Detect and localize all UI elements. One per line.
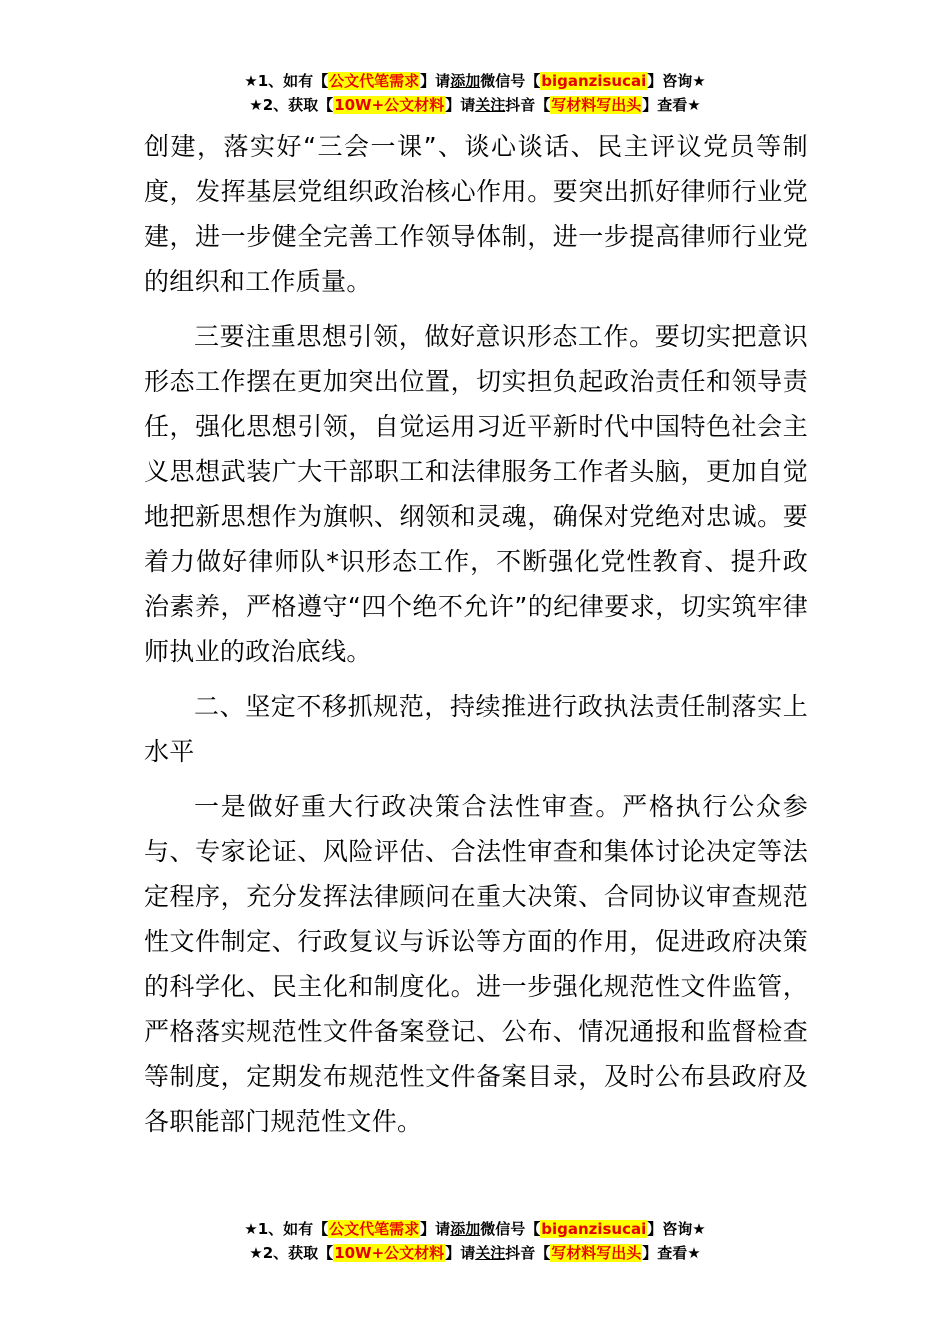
promo-wechat-id: biganzisucai xyxy=(541,1220,647,1238)
promo-emphasis: 关注 xyxy=(475,1244,506,1262)
promo-emphasis: 添加 xyxy=(450,1220,481,1238)
paragraph-continuation: 创建，落实好“三会一课”、谈心谈话、民主评议党员等制度，发挥基层党组织政治核心作用。要突出抓好律师行业党建，进一步健全完善工作领导体制，进一步提高律师行业党的组织和工作质量。 xyxy=(144,132,808,296)
promo-text: ★1、如有【 xyxy=(244,72,329,90)
footer-promo-banner xyxy=(0,1218,950,1266)
promo-text: 】咨询★ xyxy=(647,1220,706,1238)
promo-text: 】请 xyxy=(420,72,451,90)
promo-line-1 xyxy=(0,1218,950,1242)
promo-text: 微信号【 xyxy=(480,72,541,90)
promo-text: 抖音【 xyxy=(505,96,551,114)
promo-text: ★1、如有【 xyxy=(244,1220,329,1238)
promo-text: 】请 xyxy=(445,1244,476,1262)
paragraph-ideology: 三要注重思想引领，做好意识形态工作。要切实把意识形态工作摆在更加突出位置，切实担负起政治责任和领导责任，强化思想引领，自觉运用习近平新时代中国特色社会主义思想武装广大干部职工和法律服务工作者头脑，更加自觉地把新思想作为旗帜、纲领和灵魂，确保对党绝对忠诚。要着力做好律师队*识形态工作，不断强化党性教育、提升政治素养，严格遵守“四个绝不允许”的纪律要求，切实筑牢律师执业的政治底线。 xyxy=(144,322,808,666)
promo-wechat-id: biganzisucai xyxy=(541,72,647,90)
promo-highlight: 10W+公文材料 xyxy=(334,1244,445,1262)
promo-text: ★2、获取【 xyxy=(249,1244,334,1262)
promo-text: 】请 xyxy=(445,96,476,114)
promo-douyin-id: 写材料写出头 xyxy=(551,96,642,114)
promo-emphasis: 关注 xyxy=(475,96,506,114)
paragraph-decision-review: 一是做好重大行政决策合法性审查。严格执行公众参与、专家论证、风险评估、合法性审查和集体讨论决定等法定程序，充分发挥法律顾问在重大决策、合同协议审查规范性文件制定、行政复议与诉讼等方面的作用，促进政府决策的科学化、民主化和制度化。进一步强化规范性文件监管，严格落实规范性文件备案登记、公布、情况通报和监督检查等制度，定期发布规范性文件备案目录，及时公布县政府及各职能部门规范性文件。 xyxy=(144,792,808,1136)
promo-douyin-id: 写材料写出头 xyxy=(551,1244,642,1262)
promo-text: 】请 xyxy=(420,1220,451,1238)
promo-emphasis: 添加 xyxy=(450,72,481,90)
promo-highlight: 10W+公文材料 xyxy=(334,96,445,114)
promo-text: 微信号【 xyxy=(480,1220,541,1238)
promo-text: 】查看★ xyxy=(642,1244,701,1262)
promo-text: ★2、获取【 xyxy=(249,96,334,114)
section-heading: 二、坚定不移抓规范，持续推进行政执法责任制落实上水平 xyxy=(144,692,808,766)
promo-text: 抖音【 xyxy=(505,1244,551,1262)
promo-line-2 xyxy=(0,1242,950,1266)
promo-text: 】咨询★ xyxy=(647,72,706,90)
promo-highlight: 公文代笔需求 xyxy=(329,72,420,90)
promo-text: 】查看★ xyxy=(642,96,701,114)
header-promo-banner xyxy=(0,70,950,118)
promo-line-1 xyxy=(0,70,950,94)
promo-line-2 xyxy=(0,94,950,118)
document-body xyxy=(144,124,808,1144)
promo-highlight: 公文代笔需求 xyxy=(329,1220,420,1238)
